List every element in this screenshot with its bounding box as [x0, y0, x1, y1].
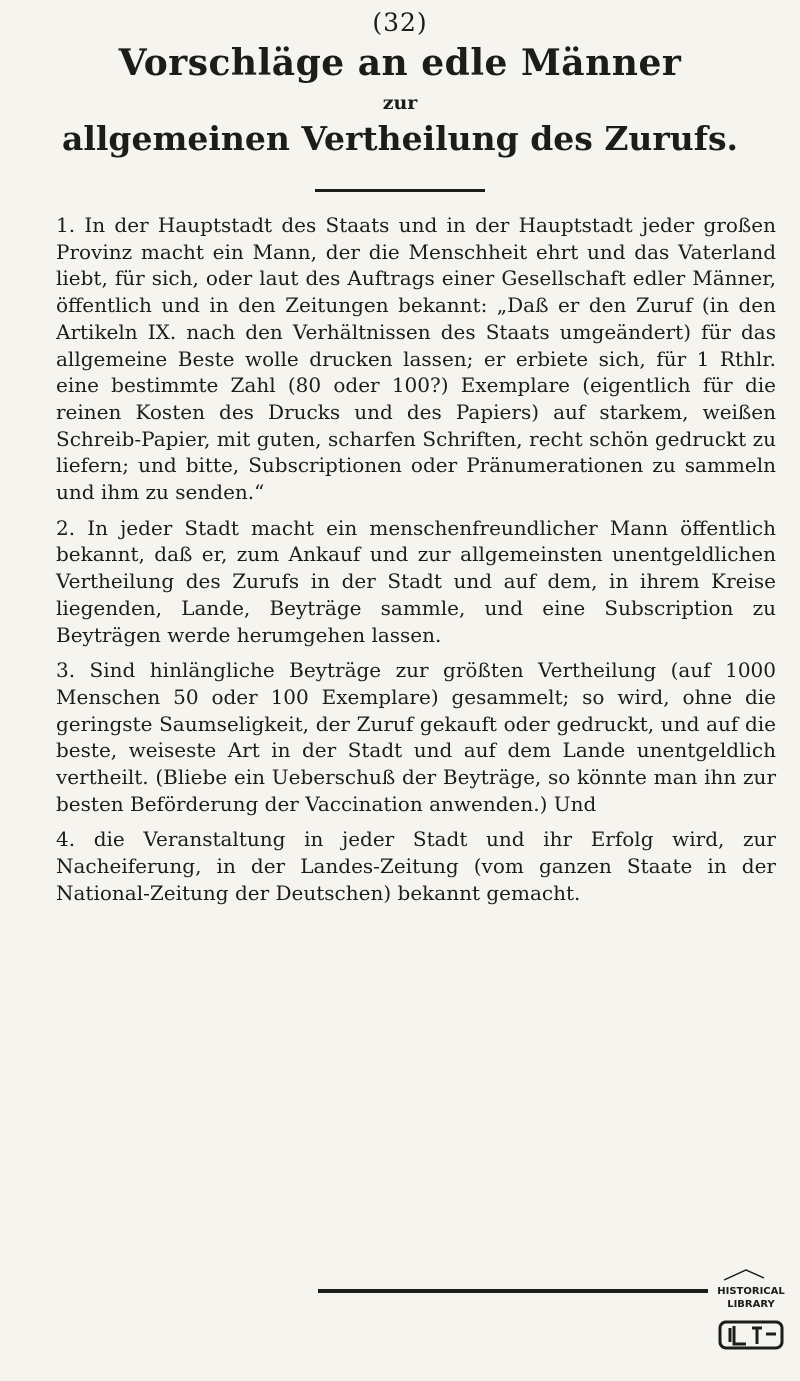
paragraph-3: 3. Sind hinlängliche Beyträge zur größten Vertheilung (auf 1000 Menschen 50 oder 100 Exemplare) gesammelt; so wird, ohne die geringste Saumseligkeit, der Zuruf gekauft oder gedruckt, und auf die beste, weiseste Art in der Stadt und auf dem Lande unentgeldlich vertheilt. (Bliebe ein Ueberschuß der Beyträge, so könnte man ihn zur besten Beförderung der Vaccination anwenden.) Und: [56, 658, 776, 816]
stamp-line-1: HISTORICAL: [717, 1286, 785, 1297]
page-number: (32): [372, 8, 428, 37]
stamp-line-2: LIBRARY: [727, 1299, 775, 1310]
library-stamp: [706, 1268, 796, 1358]
paragraph-2: 2. In jeder Stadt macht ein menschenfreundlicher Mann öffentlich bekannt, daß er, zum Ankauf und zur allgemeinsten unentgeldlichen Vertheilung des Zurufs in der Stadt und auf dem, in ihrem Kreise liegenden, Lande, Beyträge sammle, und eine Subscription zu Beyträgen werde herumgehen lassen.: [56, 515, 776, 647]
paragraph-4: 4. die Veranstaltung in jeder Stadt und ihr Erfolg wird, zur Nacheiferung, in der Landes-Zeitung (vom ganzen Staate in der National-Zeitung der Deutschen) bekannt gemacht.: [56, 827, 776, 905]
paragraph-1: 1. In der Hauptstadt des Staats und in der Hauptstadt jeder großen Provinz macht ein Mann, der die Menschheit ehrt und das Vaterland liebt, für sich, oder laut des Auftrags einer Gesellschaft edler Männer, öffentlich und in den Zeitungen bekannt: „Daß er den Zuruf (in den Artikeln IX. nach den Verhältnissen des Staats umgeändert) für das allgemeine Beste wolle drucken lassen; er erbiete sich, für 1 Rthlr. eine bestimmte Zahl (80 oder 100?) Exemplare (eigentlich für die reinen Kosten des Drucks und des Papiers) auf starkem, weißen Schreib-Papier, mit guten, scharfen Schriften, recht schön gedruckt zu liefern; und bitte, Subscriptionen oder Pränumerationen zu sammeln und ihm zu senden.“: [56, 213, 776, 505]
library-stamp-icon: [706, 1268, 796, 1358]
title-main: Vorschläge an edle Männer: [118, 42, 682, 84]
title-divider: [315, 189, 485, 192]
body-text: [56, 212, 776, 916]
title-subject: allgemeinen Vertheilung des Zurufs.: [61, 119, 739, 158]
title-connector: zur: [382, 92, 418, 114]
bottom-divider: [318, 1289, 708, 1293]
